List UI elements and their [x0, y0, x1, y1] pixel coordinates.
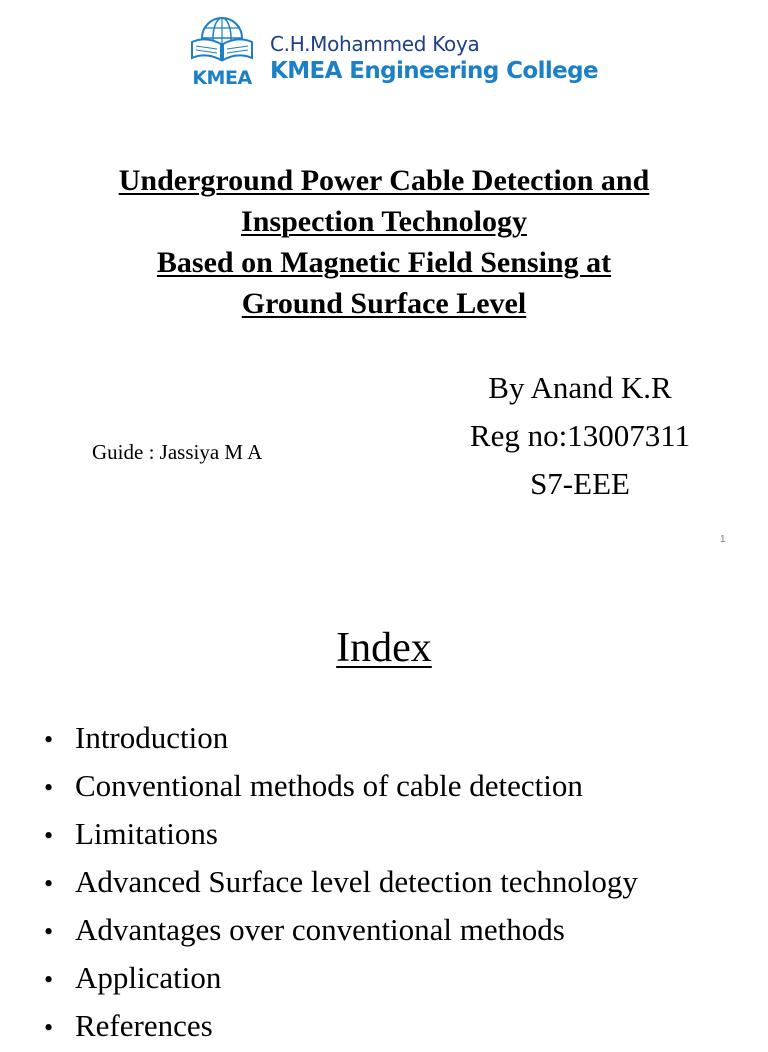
title-line: Underground Power Cable Detection and	[118, 164, 650, 197]
list-item	[44, 954, 638, 1002]
logo-brand-text: KMEA	[192, 67, 252, 89]
guide-name: Guide : Jassiya M A	[92, 440, 263, 464]
author-block	[430, 364, 730, 508]
bullet: •	[44, 821, 54, 850]
registration-number: Reg no:13007311	[469, 418, 691, 453]
logo-founder-name: C.H.Mohammed Koya	[270, 32, 480, 56]
list-item-text: Application	[75, 960, 222, 995]
author-name: By Anand K.R	[488, 370, 672, 405]
list-item	[44, 858, 638, 906]
list-item-text: Advanced Surface level detection technology	[75, 864, 638, 899]
kmea-globe-book-icon	[184, 12, 260, 88]
bullet: •	[44, 1013, 54, 1042]
page-number: 1	[720, 534, 726, 545]
class-name: S7-EEE	[530, 466, 630, 501]
list-item	[44, 714, 638, 762]
title-line: Inspection Technology	[241, 205, 527, 238]
title-line: Based on Magnetic Field Sensing at	[156, 246, 612, 279]
bullet: •	[44, 917, 54, 946]
title-line: Ground Surface Level	[241, 287, 527, 320]
index-title	[0, 624, 768, 672]
logo-college-name: KMEA Engineering College	[270, 58, 599, 84]
bullet: •	[44, 869, 54, 898]
index-list	[44, 714, 638, 1050]
list-item-text: Advantages over conventional methods	[75, 912, 565, 947]
list-item-text: Limitations	[75, 816, 218, 851]
list-item	[44, 810, 638, 858]
index-title-text: Index	[336, 625, 432, 671]
bullet: •	[44, 725, 54, 754]
list-item	[44, 1002, 638, 1050]
bullet: •	[44, 773, 54, 802]
index-slide	[0, 576, 768, 1043]
list-item-text: References	[75, 1008, 213, 1043]
list-item	[44, 762, 638, 810]
list-item	[44, 906, 638, 954]
bullet: •	[44, 965, 54, 994]
presentation-title	[20, 160, 748, 324]
list-item-text: Introduction	[75, 720, 229, 755]
college-logo	[184, 12, 599, 89]
list-item-text: Conventional methods of cable detection	[75, 768, 583, 803]
